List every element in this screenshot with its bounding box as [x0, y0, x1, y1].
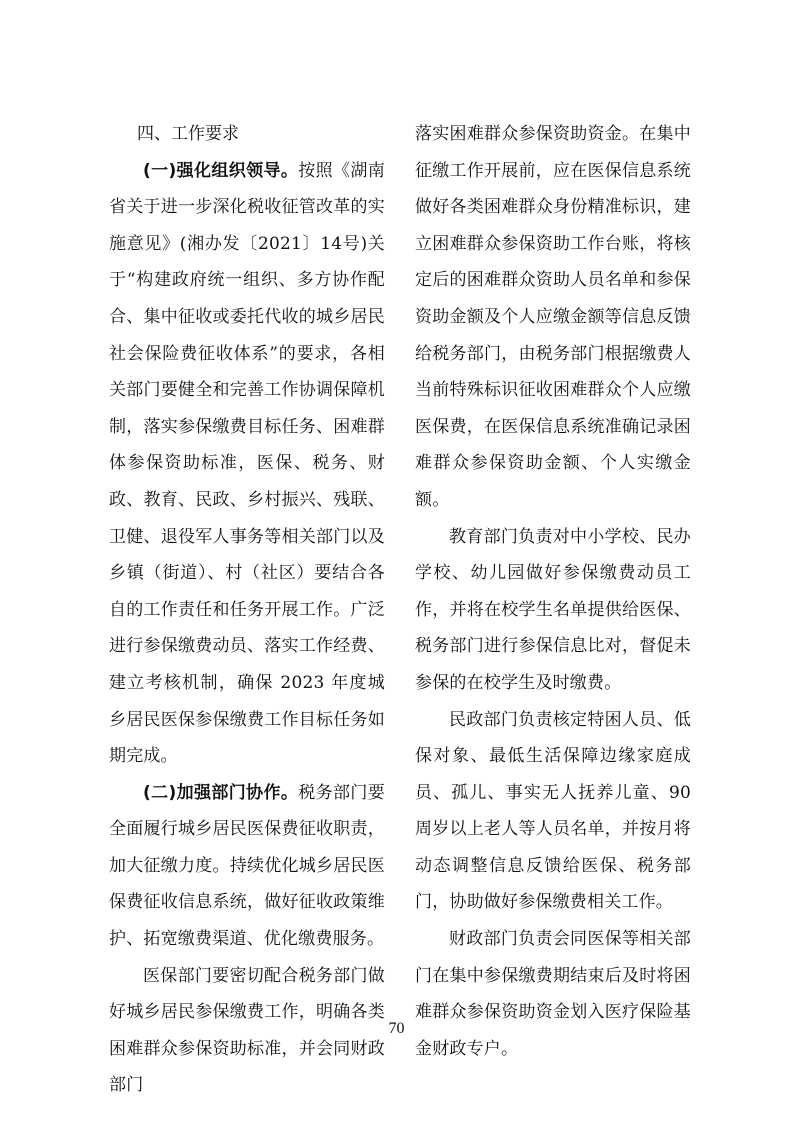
page-number: 70 [388, 1020, 405, 1037]
paragraph-education-dept: 教育部门负责对中小学校、民办学校、幼儿园做好参保缴费动员工作，并将在校学生名单提供给医保、税务部门进行参保信息比对，督促未参保的在校学生及时缴费。 [415, 526, 691, 693]
paragraph-body-cooperation: 税务部门要全面履行城乡居民医保费征收职责，加大征缴力度。持续优化城乡居民医保费征收信息系统，做好征收政策维护、拓宽缴费渠道、优化缴费服务。 [109, 782, 385, 950]
left-column [109, 116, 385, 1104]
paragraph-body-organization: 按照《湖南省关于进一步深化税收征管改革的实施意见》(湘办发〔2021〕14号)关于“构建政府统一组织、多方协作配合、集中征收或委托代收的城乡居民社会保险费征收体系”的要求，各相关部门要健全和完善工作协调保障机制，落实参保缴费目标任务、困难群体参保资助标准，医保、税务、财政、教育、民政、乡村振兴、残联、卫健、退役军人事务等相关部门以及乡镇（街道）、村（社区）要结合各自的工作责任和任务开展工作。广泛进行参保缴费动员、落实工作经费、建立考核机制，确保 2023 年度城乡居民医保参保缴费工作目标任务如期完成。 [109, 160, 385, 767]
paragraph-lead-organization: (一)强化组织领导。 [143, 160, 299, 181]
section-heading: 四、工作要求 [137, 124, 239, 144]
paragraph-organization-leadership [109, 153, 385, 775]
paragraph-civil-affairs-dept: 民政部门负责核定特困人员、低保对象、最低生活保障边缘家庭成员、孤儿、事实无人抚养儿童、90周岁以上老人等人员名单，并按月将动态调整信息反馈给医保、税务部门，协助做好参保缴费相关工作。 [415, 709, 691, 913]
paragraph-medical-insurance-dept: 医保部门要密切配合税务部门做好城乡居民参保缴费工作，明确各类困难群众参保资助标准，并会同财政部门 [109, 965, 385, 1096]
paragraph-department-cooperation [109, 775, 385, 958]
paragraph-medical-insurance-continued: 落实困难群众参保资助资金。在集中征缴工作开展前，应在医保信息系统做好各类困难群众身份精准标识，建立困难群众参保资助工作台账，将核定后的困难群众资助人员名单和参保资助金额及个人应缴金额等信息反馈给税务部门，由税务部门根据缴费人当前特殊标识征收困难群众个人应缴医保费，在医保信息系统准确记录困难群众参保资助金额、个人实缴金额。 [415, 124, 691, 510]
paragraph-lead-cooperation: (二)加强部门协作。 [143, 782, 299, 803]
paragraph-finance-dept: 财政部门负责会同医保等相关部门在集中参保缴费期结束后及时将困难群众参保资助资金划入医疗保险基金财政专户。 [415, 929, 691, 1059]
right-column [415, 116, 691, 1067]
